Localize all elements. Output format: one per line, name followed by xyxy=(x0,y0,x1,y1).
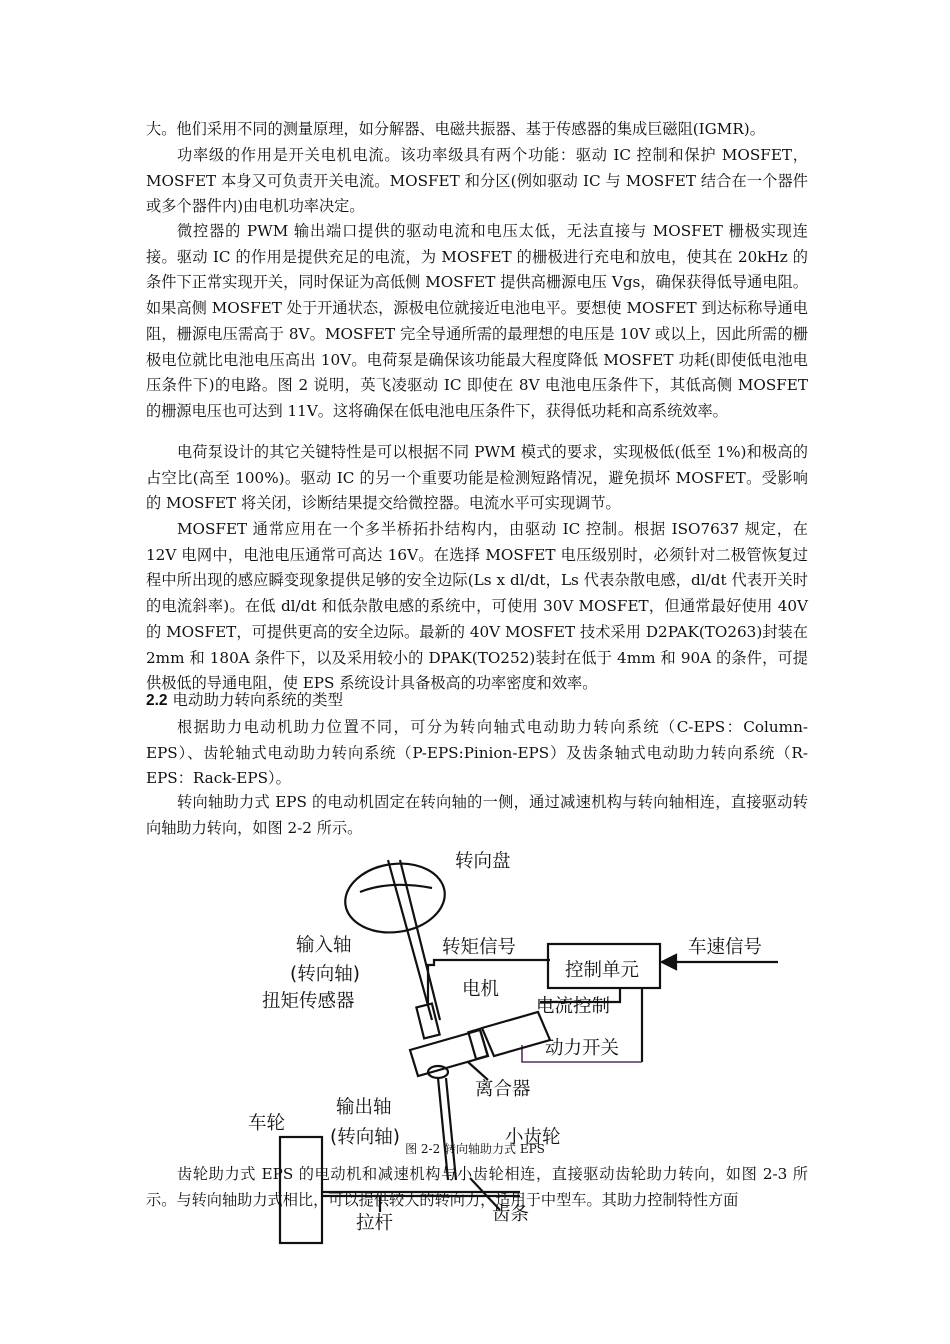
label-clutch: 离合器 xyxy=(475,1079,531,1100)
speed-signal-arrow xyxy=(662,955,676,969)
motor-body xyxy=(482,1012,550,1056)
label-steering-wheel: 转向盘 xyxy=(455,851,511,872)
paragraph-5: MOSFET 通常应用在一个多半桥拓扑结构内，由驱动 IC 控制。根据 ISO7637 规定，在 12V 电网中，电池电压通常可高达 16V。在选择 MOSFET 电压级别时，必须针对二极管恢复过程中所出现的感应瞬变现象提供足够的安全边际(Ls x dl/dt，Ls 代表杂散电感，dl/dt 代表开关时的电流斜率)。在低 dl/dt 和低杂散电感的系统中，可使用 30V MOSFET，但通常最好使用 40V 的 MOSFET，可提供更高的安全边际。最新的 40V MOSFET 技术采用 D2PAK(TO263)封装在 2mm 和 180A 条件下，以及采用较小的 DPAK(TO252)装封在低于 4mm 和 90A 的条件，可提供极低的导通电阻，使 EPS 系统设计具备极高的功率密度和效率。 xyxy=(146,520,808,693)
steering-wheel-shape xyxy=(341,857,449,938)
figure-caption: 图 2-2 转向轴助力式 EPS xyxy=(405,1142,545,1156)
label-wheel: 车轮 xyxy=(248,1113,286,1134)
paragraph-7: 转向轴助力式 EPS 的电动机固定在转向轴的一侧，通过减速机构与转向轴相连，直接驱动转向轴助力转向，如图 2-2 所示。 xyxy=(146,793,808,837)
label-rack: 齿条 xyxy=(492,1204,530,1225)
input-shaft-line-2 xyxy=(400,860,440,1020)
label-output-shaft-sub: (转向轴) xyxy=(330,1127,400,1148)
label-speed-signal: 车速信号 xyxy=(688,937,763,958)
paragraph-3: 微控器的 PWM 输出端口提供的驱动电流和电压太低，无法直接与 MOSFET 栅极实现连接。驱动 IC 的作用是提供充足的电流，为 MOSFET 的栅极进行充电和放电，使其在 20kHz 的条件下正常实现开关，同时保证为高低侧 MOSFET 提供高栅源电压 Vgs，确保获得低导通电阻。如果高侧 MOSFET 处于开通状态，源极电位就接近电池电平。要想使 MOSFET 到达标称导通电阻，栅源电压需高于 8V。MOSFET 完全导通所需的最理想的电压是 10V 或以上，因此所需的栅极电位就比电池电压高出 10V。电荷泵是确保该功能最大程度降低 MOSFET 功耗(即使低电池电压条件下)的电路。图 2 说明，英飞凌驱动 IC 即使在 8V 电池电压条件下，其低高侧 MOSFET 的栅源电压也可达到 11V。这将确保在低电池电压条件下，获得低功耗和高系统效率。 xyxy=(146,222,808,420)
label-motor: 电机 xyxy=(462,979,500,1000)
paragraph-8: 齿轮助力式 EPS 的电动机和减速机构与小齿轮相连，直接驱动齿轮助力转向，如图 2-3 所示。与转向轴助力式相比，可以提供较大的转向力，适用于中型车。其助力控制特性方面 xyxy=(146,1165,808,1209)
label-input-shaft-sub: (转向轴) xyxy=(290,964,360,985)
label-current-control: 电流控制 xyxy=(536,996,611,1017)
paragraph-4: 电荷泵设计的其它关键特性是可以根据不同 PWM 模式的要求，实现极低(低至 1%)和极高的占空比(高至 100%)。驱动 IC 的另一个重要功能是检测短路情况，避免损坏 MOSFET。受影响的 MOSFET 将关闭，诊断结果提交给微控器。电流水平可实现调节。 xyxy=(146,443,808,513)
label-torque-signal: 转矩信号 xyxy=(442,937,517,958)
clutch-pointer xyxy=(468,1062,488,1080)
paragraph-1: 大。他们采用不同的测量原理，如分解器、电磁共振器、基于传感器的集成巨磁阻(IGMR)。 xyxy=(146,120,765,138)
paragraph-2: 功率级的作用是开关电机电流。该功率级具有两个功能：驱动 IC 控制和保护 MOSFET，MOSFET 本身又可负责开关电流。MOSFET 和分区(例如驱动 IC 与 MOSFET 结合在一个器件或多个器件内)由电机功率决定。 xyxy=(146,146,808,216)
label-tie-rod: 拉杆 xyxy=(356,1213,394,1234)
input-shaft-line xyxy=(388,860,432,1020)
label-control-unit: 控制单元 xyxy=(565,960,640,981)
label-pinion: 小齿轮 xyxy=(505,1127,561,1148)
section-title: 电动助力转向系统的类型 xyxy=(172,691,344,709)
label-torque-sensor: 扭矩传感器 xyxy=(262,991,355,1012)
section-number: 2.2 xyxy=(146,692,168,709)
label-power-switch: 动力开关 xyxy=(545,1038,620,1059)
label-input-shaft: 输入轴 xyxy=(296,935,352,956)
paragraph-6: 根据助力电动机助力位置不同，可分为转向轴式电动助力转向系统（C-EPS：Column-EPS）、齿轮轴式电动助力转向系统（P-EPS:Pinion-EPS）及齿条轴式电动助力转向系统（R-EPS：Rack-EPS）。 xyxy=(146,718,808,788)
label-output-shaft: 输出轴 xyxy=(336,1097,392,1118)
